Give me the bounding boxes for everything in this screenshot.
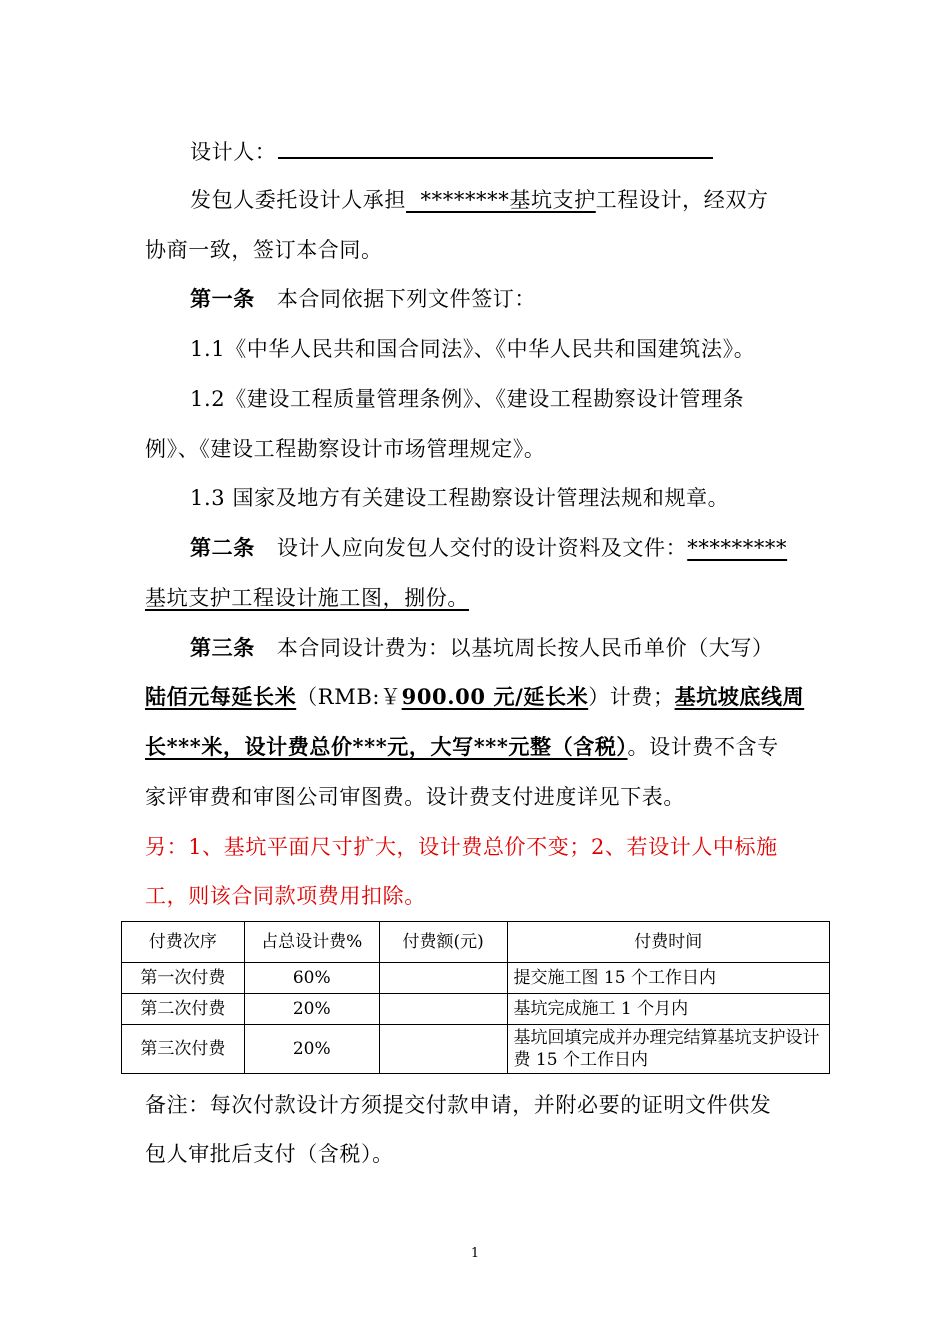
article1-item2-line1: 1.2《建设工程质量管理条例》、《建设工程勘察设计管理条 <box>190 387 745 411</box>
article3-title: 第三条 <box>190 635 255 660</box>
header-time: 付费时间 <box>507 922 829 963</box>
article2-line2 <box>145 583 810 613</box>
article2-deliverable: 基坑支护工程设计施工图，捌份。 <box>145 586 469 610</box>
fee-exclusion-text: 。设计费不含专 <box>627 735 779 759</box>
article1-item3: 1.3 国家及地方有关建设工程勘察设计管理法规和规章。 <box>190 486 730 510</box>
cell-order: 第三次付费 <box>122 1025 245 1074</box>
red-note-line2: 工，则该合同款项费用扣除。 <box>145 884 426 908</box>
article3-line4: 家评审费和审图公司审图费。设计费支付进度详见下表。 <box>145 785 685 809</box>
project-name: ********基坑支护 <box>406 188 596 212</box>
entrust-text: 发包人委托设计人承担 <box>190 188 406 212</box>
table-header-row <box>122 922 830 963</box>
remark-line2: 包人审批后支付（含税）。 <box>145 1142 394 1166</box>
cell-amount <box>379 963 507 994</box>
article2-line1 <box>190 533 810 563</box>
article3-line1 <box>190 633 810 663</box>
remark-line1: 备注：每次付款设计方须提交付款申请，并附必要的证明文件供发 <box>145 1093 772 1117</box>
cell-order: 第一次付费 <box>122 963 245 994</box>
article3-line2 <box>145 682 810 712</box>
table-row <box>122 994 830 1025</box>
table-row <box>122 963 830 994</box>
perimeter-text: 基坑坡底线周 <box>674 684 805 709</box>
unit-price-words: 陆佰元每延长米 <box>145 684 297 709</box>
paragraph-entrust-line1 <box>190 185 810 215</box>
designer-blank <box>278 137 713 159</box>
article2-title: 第二条 <box>190 535 255 560</box>
payment-table <box>121 921 830 1074</box>
total-fee-text: 长***米，设计费总价***元，大写***元整（含税） <box>145 734 628 759</box>
cell-amount <box>379 1025 507 1074</box>
cell-amount <box>379 994 507 1025</box>
article1-text: 本合同依据下列文件签订： <box>276 287 537 311</box>
entrust-text-tail: 工程设计，经双方 <box>595 188 769 212</box>
header-percent: 占总设计费% <box>244 922 379 963</box>
article3-text: 本合同设计费为：以基坑周长按人民币单价（大写） <box>276 636 774 660</box>
unit-price-number: 900.00 元/延长米 <box>401 684 589 709</box>
article2-text: 设计人应向发包人交付的设计资料及文件： <box>276 536 688 560</box>
article2-stars: ********* <box>687 536 788 560</box>
cell-percent: 60% <box>244 963 379 994</box>
billing-text: ）计费； <box>588 685 675 709</box>
paragraph-entrust-line2: 协商一致，签订本合同。 <box>145 238 383 262</box>
rmb-prefix: （RMB:￥ <box>296 685 402 709</box>
cell-percent: 20% <box>244 994 379 1025</box>
page-number: 1 <box>470 1246 480 1261</box>
article3-line3 <box>145 732 810 762</box>
article1-title: 第一条 <box>190 286 255 311</box>
header-order: 付费次序 <box>122 922 245 963</box>
article1-item2-line2: 例》、《建设工程勘察设计市场管理规定》。 <box>145 437 546 461</box>
cell-time: 提交施工图 15 个工作日内 <box>507 963 829 994</box>
article1-heading <box>190 284 810 314</box>
header-amount: 付费额(元) <box>379 922 507 963</box>
article1-item1: 1.1《中华人民共和国合同法》、《中华人民共和国建筑法》。 <box>190 337 756 361</box>
cell-time: 基坑完成施工 1 个月内 <box>507 994 829 1025</box>
table-row <box>122 1025 830 1074</box>
designer-label: 设计人： <box>190 140 277 164</box>
cell-order: 第二次付费 <box>122 994 245 1025</box>
red-note-line1: 另：1、基坑平面尺寸扩大，设计费总价不变；2、若设计人中标施 <box>145 835 778 859</box>
cell-percent: 20% <box>244 1025 379 1074</box>
cell-time: 基坑回填完成并办理完结算基坑支护设计费 15 个工作日内 <box>507 1025 829 1074</box>
designer-line <box>190 137 810 167</box>
